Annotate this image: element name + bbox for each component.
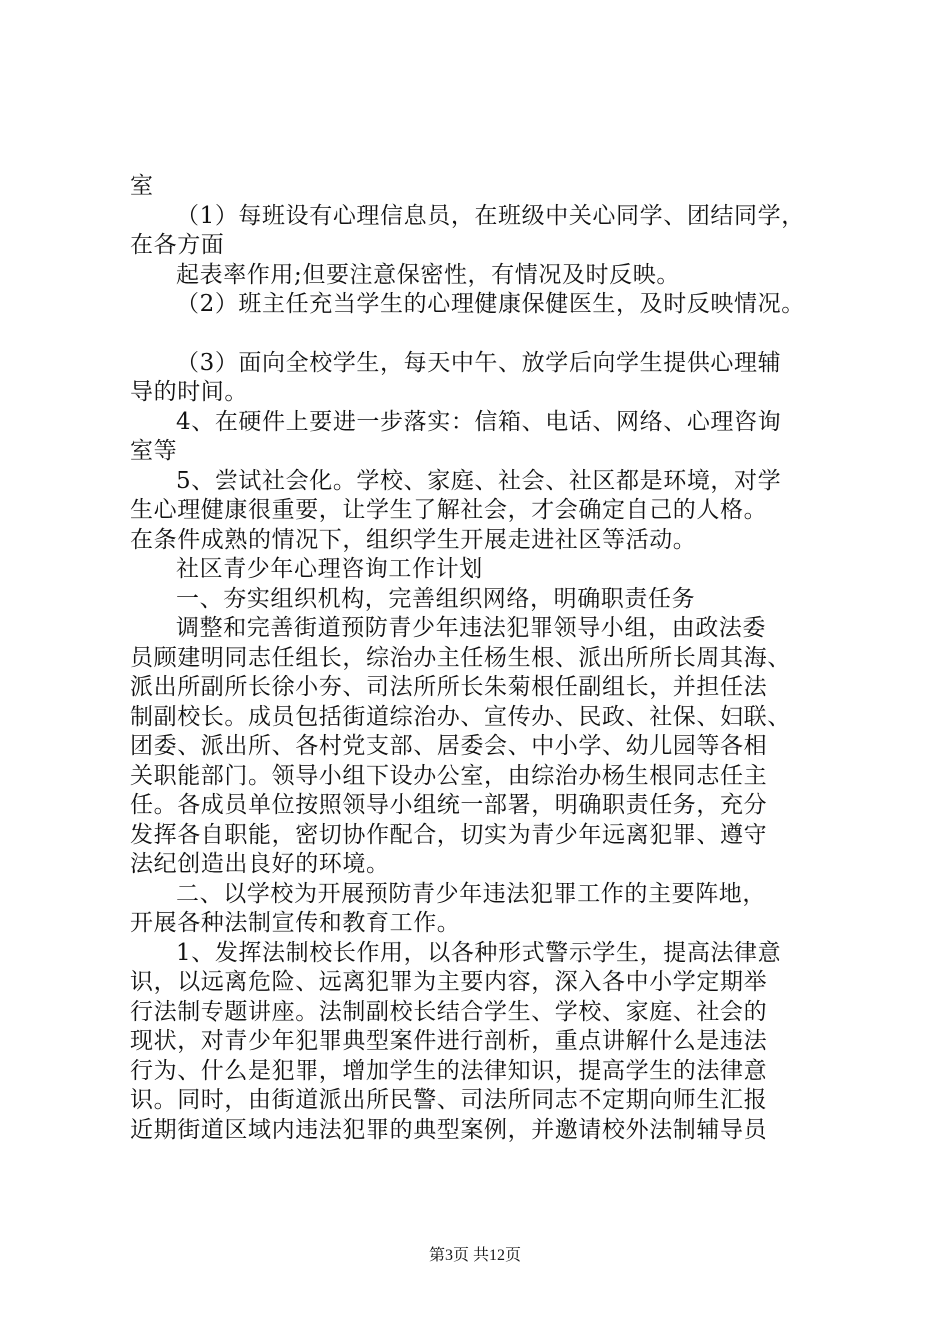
section-heading: 社区青少年心理咨询工作计划 [176,556,483,582]
page-number: 第3页 共12页 [428,1247,521,1264]
text-line: 发挥各自职能，密切协作配合，切实为青少年远离犯罪、遵守 [130,821,768,848]
text-line: 制副校长。成员包括街道综治办、宣传办、民政、社保、妇联、 [130,703,791,730]
document-body [130,172,830,1145]
text-line: 行法制专题讲座。法制副校长结合学生、学校、家庭、社会的 [130,998,768,1025]
text-line: （2）班主任充当学生的心理健康保健医生，及时反映情况。 [176,291,805,317]
text-line: 室等 [130,438,178,464]
text-line: 室 [130,173,154,199]
text-line: 开展各种法制宣传和教育工作。 [130,910,461,936]
text-line: （3）面向全校学生，每天中午、放学后向学生提供心理辅 [176,349,782,376]
text-line: 团委、派出所、各村党支部、居委会、中小学、幼儿园等各相 [130,733,768,759]
section-heading: 二、以学校为开展预防青少年违法犯罪工作的主要阵地， [176,880,766,907]
section-heading: 一、夯实组织机构，完善组织网络，明确职责任务 [176,585,696,612]
text-line: 近期街道区域内违法犯罪的典型案例，并邀请校外法制辅导员 [130,1116,768,1143]
text-line: 派出所副所长徐小夯、司法所所长朱菊根任副组长，并担任法 [130,674,768,700]
text-line: 导的时间。 [130,379,248,405]
text-line: 现状，对青少年犯罪典型案件进行剖析，重点讲解什么是违法 [130,1028,768,1054]
text-line: 识，以远离危险、远离犯罪为主要内容，深入各中小学定期举 [130,969,768,995]
text-line: 5、尝试社会化。学校、家庭、社会、社区都是环境，对学 [176,467,782,494]
text-line: 任。各成员单位按照领导小组统一部署，明确职责任务，充分 [130,792,768,818]
text-line: 法纪创造出良好的环境。 [130,851,390,877]
text-line: 在各方面 [130,232,225,258]
blank-line [130,320,830,349]
text-line: 生心理健康很重要，让学生了解社会，才会确定自己的人格。 [130,497,768,523]
text-line: 调整和完善街道预防青少年违法犯罪领导小组，由政法委 [176,615,766,641]
text-line: 员顾建明同志任组长，综治办主任杨生根、派出所所长周其海、 [130,644,791,671]
text-line: 4、在硬件上要进一步落实：信箱、电话、网络、心理咨询 [176,408,782,435]
text-line: 关职能部门。领导小组下设办公室，由综治办杨生根同志任主 [130,762,768,789]
text-line: 起表率作用;但要注意保密性，有情况及时反映。 [176,261,680,288]
text-line: 1、发挥法制校长作用，以各种形式警示学生，提高法律意 [176,939,782,966]
text-line: 识。同时，由街道派出所民警、司法所同志不定期向师生汇报 [130,1087,768,1113]
text-line: 行为、什么是犯罪，增加学生的法律知识，提高学生的法律意 [130,1057,768,1084]
text-line: （1）每班设有心理信息员，在班级中关心同学、团结同学， [176,202,805,229]
text-line: 在条件成熟的情况下，组织学生开展走进社区等活动。 [130,526,697,553]
